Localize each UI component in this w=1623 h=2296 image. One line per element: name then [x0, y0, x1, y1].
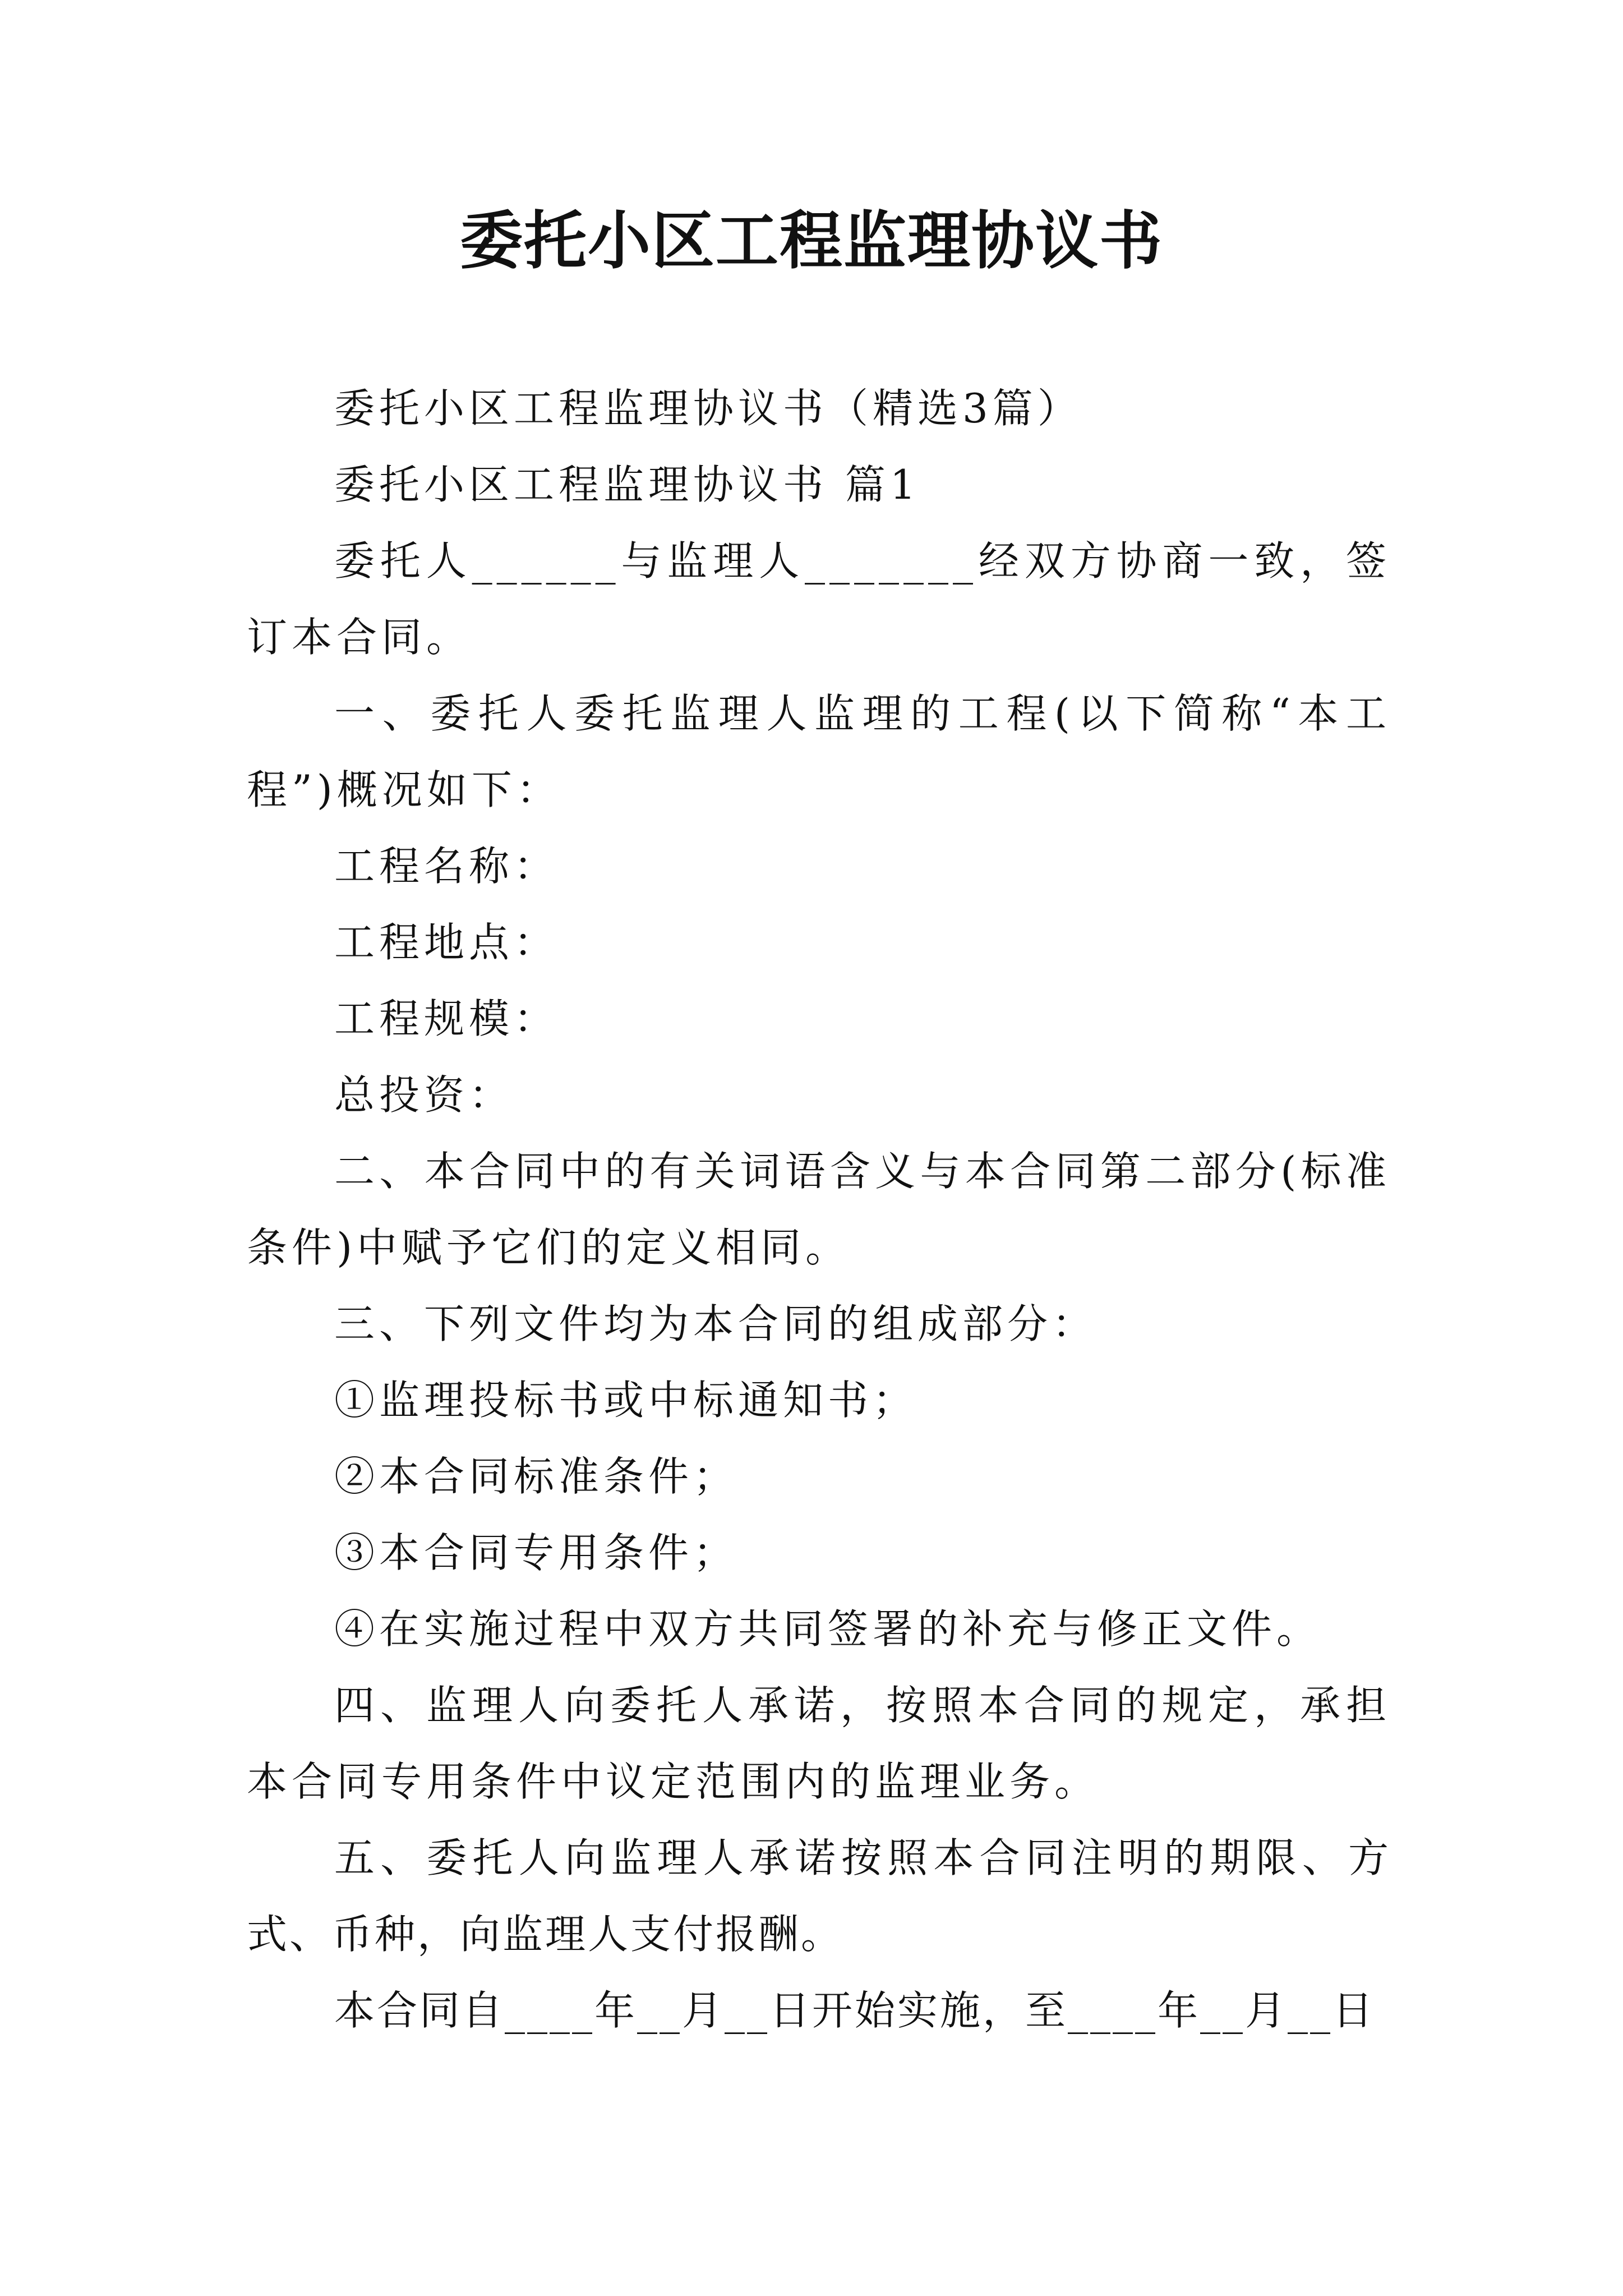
- paragraph-doc-item-2: ②本合同标准条件；: [334, 1453, 739, 1500]
- paragraph-section-heading: 委托小区工程监理协议书 篇1: [334, 461, 920, 508]
- paragraph-clause-1: 一、委托人委托监理人监理的工程(以下简称“本工程”)概况如下：: [247, 690, 1391, 813]
- paragraph-clause-4: 四、监理人向委托人承诺，按照本合同的规定，承担本合同专用条件中议定范围内的监理业务。: [247, 1682, 1391, 1805]
- paragraph-clause-2: 二、本合同中的有关词语含义与本合同第二部分(标准条件)中赋予它们的定义相同。: [247, 1148, 1391, 1271]
- paragraph-doc-item-3: ③本合同专用条件；: [334, 1529, 739, 1576]
- paragraph-total-investment: 总投资：: [334, 1071, 514, 1119]
- document-title: 委托小区工程监理协议书: [460, 204, 1163, 278]
- document-body: [247, 370, 1391, 2049]
- paragraph-project-name: 工程名称：: [334, 843, 559, 890]
- paragraph-subtitle: 委托小区工程监理协议书（精选3篇）: [334, 385, 1082, 432]
- paragraph-parties: 委托人______与监理人_______经双方协商一致，签订本合同。: [247, 537, 1391, 661]
- paragraph-clause-3: 三、下列文件均为本合同的组成部分：: [334, 1300, 1098, 1347]
- paragraph-clause-5: 五、委托人向监理人承诺按照本合同注明的期限、方式、币种，向监理人支付报酬。: [247, 1834, 1391, 1958]
- paragraph-project-location: 工程地点：: [334, 919, 559, 966]
- paragraph-doc-item-4: ④在实施过程中双方共同签署的补充与修正文件。: [334, 1605, 1322, 1653]
- paragraph-term: 本合同自____年__月__日开始实施，至____年__月__日: [334, 1987, 1376, 2034]
- paragraph-project-scale: 工程规模：: [334, 995, 559, 1042]
- paragraph-doc-item-1: ①监理投标书或中标通知书；: [334, 1377, 918, 1424]
